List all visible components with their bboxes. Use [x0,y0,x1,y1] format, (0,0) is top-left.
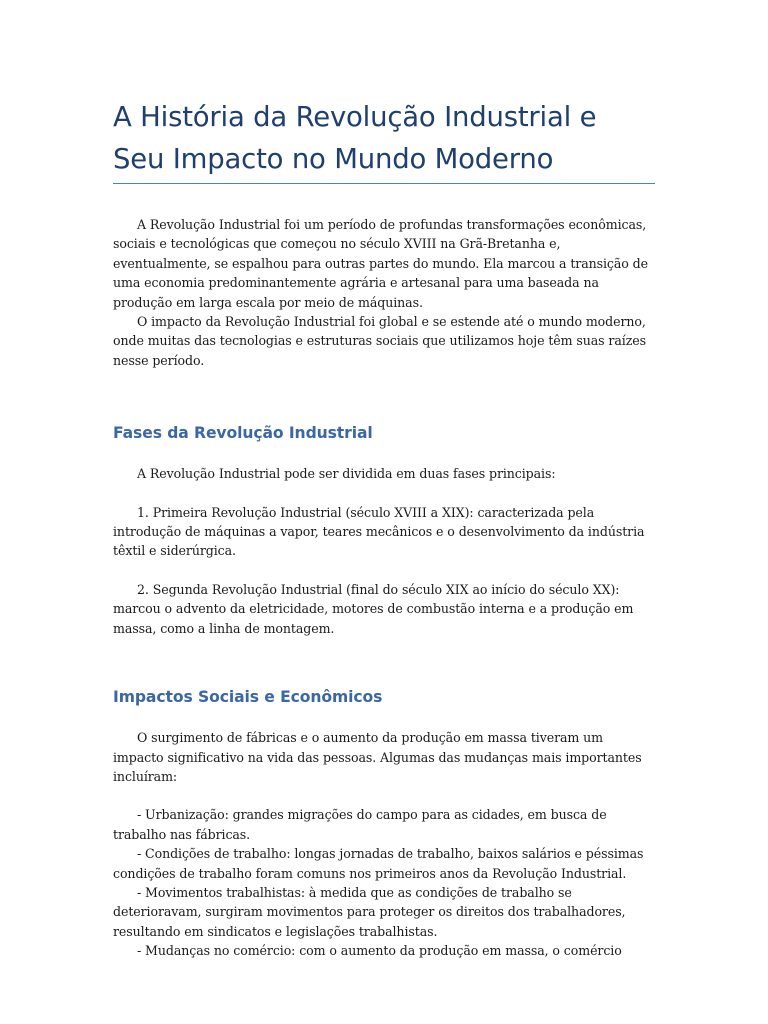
intro-paragraph-1: A Revolução Industrial foi um período de profundas transformações econômicas, sociais e tecnológicas que começou no século XVIII na Grã-Bretanha e, eventualmente, se espalhou para outras partes do mundo. Ela marcou a transição de uma economia predominantemente agrária e artesanal para uma baseada na produção em larga escala por meio de máquinas. [113,217,648,310]
impact-item-commerce: - Mudanças no comércio: com o aumento da produção em massa, o comércio [137,943,622,959]
document-title: A História da Revolução Industrial e Seu Impacto no Mundo Moderno [113,96,655,184]
impact-item-work-conditions: - Condições de trabalho: longas jornadas de trabalho, baixos salários e péssimas condições de trabalho foram comuns nos primeiros anos da Revolução Industrial. [113,846,644,881]
phase-item-1: 1. Primeira Revolução Industrial (século XVIII a XIX): caracterizada pela introdução de máquinas a vapor, teares mecânicos e o desenvolvimento da indústria têxtil e siderúrgica. [113,504,645,559]
phase-item-2: 2. Segunda Revolução Industrial (final do século XIX ao início do século XX): marcou o advento da eletricidade, motores de combustão interna e a produção em massa, como a linha de montagem. [113,581,634,636]
impact-item-urbanization: - Urbanização: grandes migrações do campo para as cidades, em busca de trabalho nas fábricas. [113,807,607,842]
intro-paragraph-2: O impacto da Revolução Industrial foi global e se estende até o mundo moderno, onde muitas das tecnologias e estruturas sociais que utilizamos hoje têm suas raízes nesse período. [113,314,646,368]
impacts-lead: O surgimento de fábricas e o aumento da produção em massa tiveram um impacto significativo na vida das pessoas. Algumas das mudanças mais importantes incluíram: [113,730,642,784]
section-heading-phases: Fases da Revolução Industrial [113,424,373,443]
section-heading-impacts: Impactos Sociais e Econômicos [113,688,383,707]
document-page [113,96,655,961]
impact-item-labor-movements: - Movimentos trabalhistas: à medida que as condições de trabalho se deterioravam, surgiram movimentos para proteger os direitos dos trabalhadores, resultando em sindicatos e legislações trabalhistas. [113,884,626,939]
phases-lead: A Revolução Industrial pode ser dividida em duas fases principais: [137,466,556,482]
